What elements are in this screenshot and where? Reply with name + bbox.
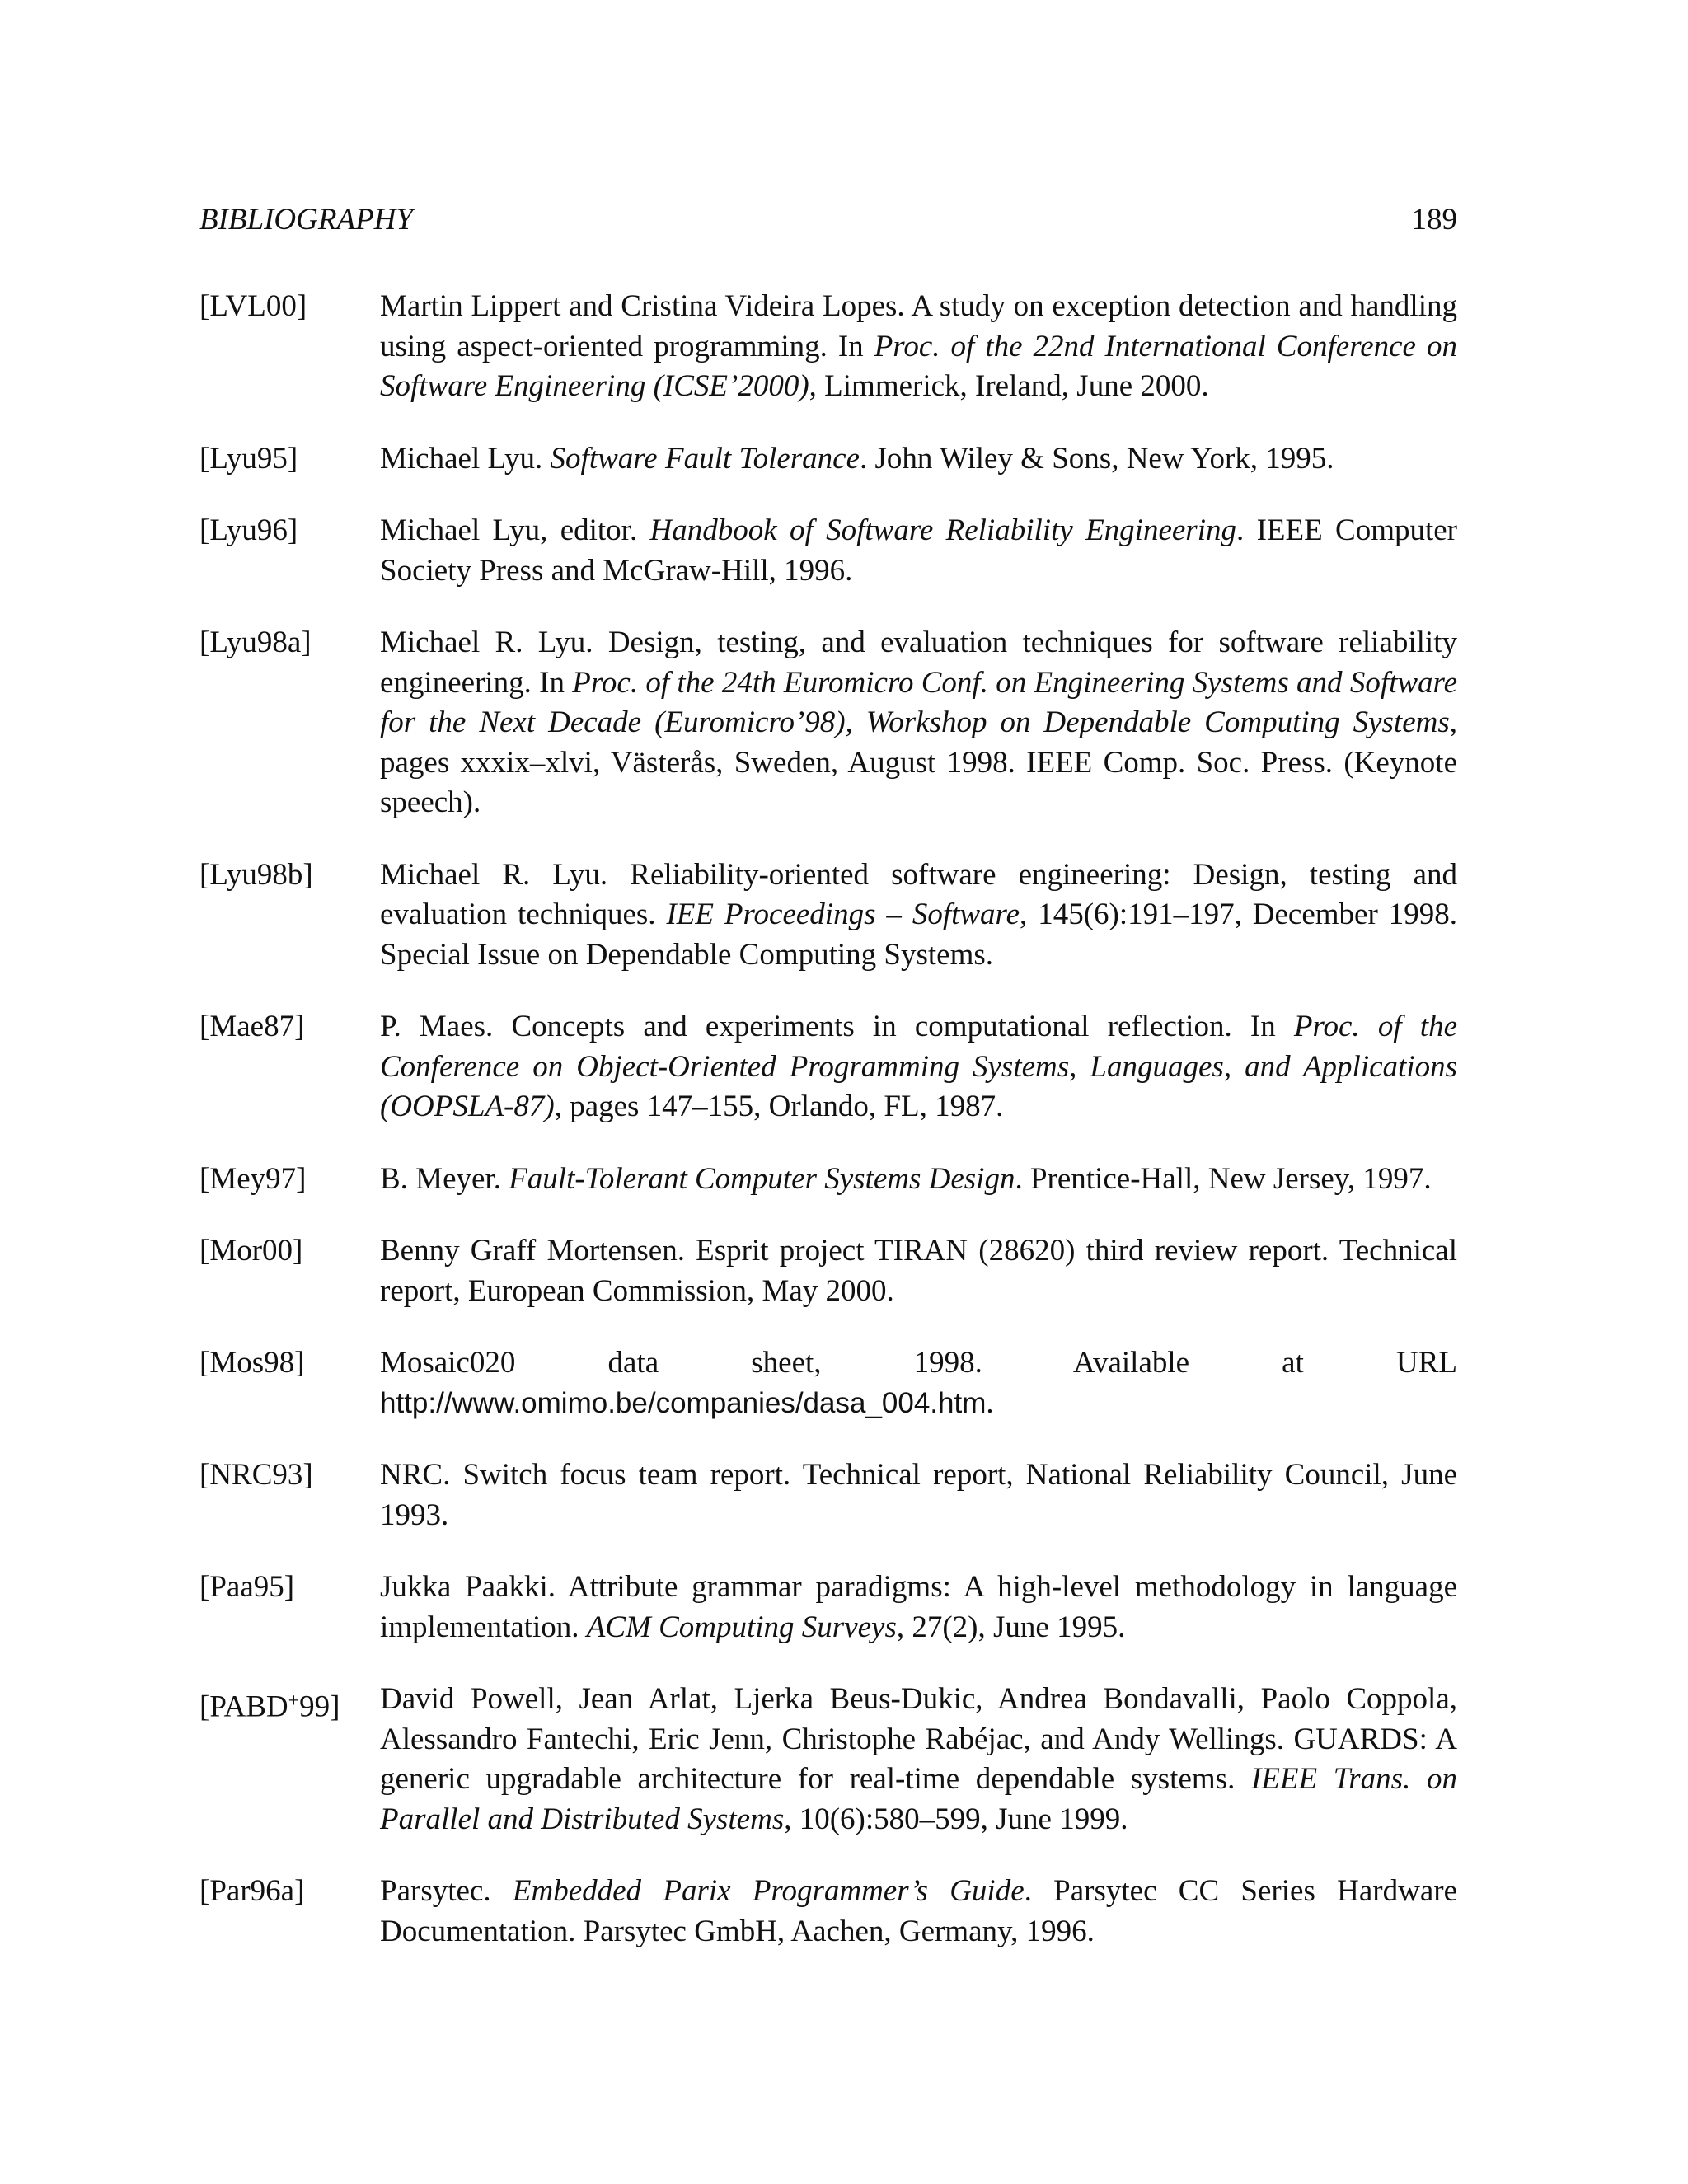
bib-entry-mae87	[199, 1007, 1457, 1127]
reference-details: . Parsytec CC Series Hardware Documentation. Parsytec GmbH, Aachen, Germany, 1996.	[380, 1874, 1457, 1948]
citation-key: [Lyu98b]	[199, 857, 313, 892]
bib-entry-par96a	[199, 1872, 1457, 1952]
citation-key: [Mor00]	[199, 1234, 303, 1268]
reference-text	[380, 439, 1457, 480]
citation-key: [Lyu98a]	[199, 626, 312, 659]
citation-key: [Lyu95]	[199, 441, 298, 476]
running-title: BIBLIOGRAPHY	[199, 203, 413, 237]
reference-authors-title: Jukka Paakki. Attribute grammar paradigms: A high-level methodology in language implementation.	[380, 1570, 1457, 1644]
reference-authors-title: Michael R. Lyu. Design, testing, and evaluation techniques for software reliability engineering. In	[380, 626, 1457, 700]
citation-key	[199, 1680, 380, 1840]
reference-details: , 10(6):580–599, June 1999.	[784, 1802, 1128, 1836]
reference-text	[380, 1231, 1457, 1311]
page-number: 189	[1411, 203, 1457, 237]
reference-text	[380, 1568, 1457, 1647]
reference-details: , Limmerick, Ireland, June 2000.	[809, 369, 1209, 403]
reference-venue: IEEE Trans. on Parallel and Distributed Systems	[380, 1762, 1457, 1836]
reference-authors-title: Michael Lyu, editor.	[380, 513, 650, 547]
citation-key-superscript: +	[288, 1690, 300, 1712]
bib-entry-lvl00	[199, 287, 1457, 407]
reference-venue: Proc. of the Conference on Object-Oriented Programming Systems, Languages, and Applications (OOPSLA-87)	[380, 1010, 1457, 1123]
reference-venue: Software Fault Tolerance	[550, 441, 860, 476]
bibliography-list	[199, 287, 1457, 1984]
reference-authors-title: NRC. Switch focus team report. Technical report, National Reliability Council, June 1993.	[380, 1458, 1457, 1532]
bib-entry-mey97	[199, 1160, 1457, 1200]
reference-url-link[interactable]: http://www.omimo.be/companies/dasa_004.htm	[380, 1386, 987, 1419]
citation-key: [Lyu96]	[199, 513, 298, 547]
reference-text	[380, 1872, 1457, 1952]
reference-venue: Fault-Tolerant Computer Systems Design	[509, 1161, 1015, 1196]
reference-text	[380, 1455, 1457, 1535]
reference-details: , pages xxxix–xlvi, Västerås, Sweden, August 1998. IEEE Comp. Soc. Press. (Keynote speech).	[380, 705, 1457, 819]
reference-authors-title: Mosaic020 data sheet, 1998. Available at URL	[380, 1346, 1457, 1380]
citation-key-suffix: 99]	[299, 1690, 340, 1724]
reference-text	[380, 855, 1457, 976]
reference-text	[380, 1343, 1457, 1423]
bib-entry-mor00	[199, 1231, 1457, 1311]
reference-authors-title: Michael R. Lyu. Reliability-oriented software engineering: Design, testing and evaluation techniques.	[380, 857, 1457, 931]
reference-venue: Embedded Parix Programmer’s Guide	[512, 1874, 1025, 1908]
reference-venue: ACM Computing Surveys	[586, 1610, 897, 1644]
bib-entry-pabd99	[199, 1680, 1457, 1840]
citation-key: [NRC93]	[199, 1458, 313, 1492]
reference-text	[380, 287, 1457, 407]
reference-text	[380, 1007, 1457, 1127]
reference-venue: Handbook of Software Reliability Engineering	[649, 513, 1236, 547]
reference-details: , 27(2), June 1995.	[896, 1610, 1126, 1644]
reference-authors-title: Parsytec.	[380, 1874, 513, 1908]
reference-text	[380, 511, 1457, 591]
bib-entry-mos98	[199, 1343, 1457, 1423]
reference-details: . Prentice-Hall, New Jersey, 1997.	[1015, 1161, 1432, 1196]
reference-text	[380, 623, 1457, 823]
bib-entry-lyu98b	[199, 855, 1457, 976]
reference-details: . IEEE Computer Society Press and McGraw-Hill, 1996.	[380, 513, 1457, 588]
reference-details: . John Wiley & Sons, New York, 1995.	[860, 441, 1334, 476]
citation-key: [Paa95]	[199, 1570, 295, 1604]
bib-entry-lyu95	[199, 439, 1457, 480]
citation-key: [Mos98]	[199, 1346, 305, 1380]
bib-entry-nrc93	[199, 1455, 1457, 1535]
reference-authors-title: Martin Lippert and Cristina Videira Lopes. A study on exception detection and handling using aspect-oriented programming. In	[380, 289, 1457, 363]
citation-key: [Par96a]	[199, 1874, 305, 1908]
bib-entry-lyu98a	[199, 623, 1457, 823]
reference-authors-title: B. Meyer.	[380, 1161, 509, 1196]
page-header	[199, 199, 1457, 241]
reference-text	[380, 1680, 1457, 1840]
bib-entry-paa95	[199, 1568, 1457, 1647]
reference-authors-title: David Powell, Jean Arlat, Ljerka Beus-Dukic, Andrea Bondavalli, Paolo Coppola, Alessandro Fantechi, Eric Jenn, Christophe Rabéjac, and Andy Wellings. GUARDS: A generic upgradable architecture for real-time dependable systems.	[380, 1682, 1457, 1796]
citation-key-prefix: [PABD	[199, 1690, 288, 1724]
reference-details: .	[986, 1385, 994, 1420]
reference-details: , pages 147–155, Orlando, FL, 1987.	[554, 1090, 1004, 1123]
reference-venue: Proc. of the 22nd International Conference on Software Engineering (ICSE’2000)	[380, 329, 1457, 403]
reference-venue: IEE Proceedings – Software	[666, 898, 1020, 931]
citation-key: [Mae87]	[199, 1010, 305, 1043]
citation-key: [LVL00]	[199, 289, 307, 323]
reference-authors-title: Michael Lyu.	[380, 441, 551, 476]
reference-text	[380, 1160, 1457, 1200]
bib-entry-lyu96	[199, 511, 1457, 591]
reference-details: , 145(6):191–197, December 1998. Special Issue on Dependable Computing Systems.	[380, 898, 1457, 972]
reference-venue: Proc. of the 24th Euromicro Conf. on Engineering Systems and Software for the Next Decade (Euromicro’98), Workshop on Dependable Computing Systems	[380, 665, 1457, 739]
reference-authors-title: P. Maes. Concepts and experiments in computational reflection. In	[380, 1010, 1294, 1043]
reference-authors-title: Benny Graff Mortensen. Esprit project TIRAN (28620) third review report. Technical report, European Commission, May 2000.	[380, 1234, 1457, 1308]
citation-key: [Mey97]	[199, 1161, 307, 1196]
